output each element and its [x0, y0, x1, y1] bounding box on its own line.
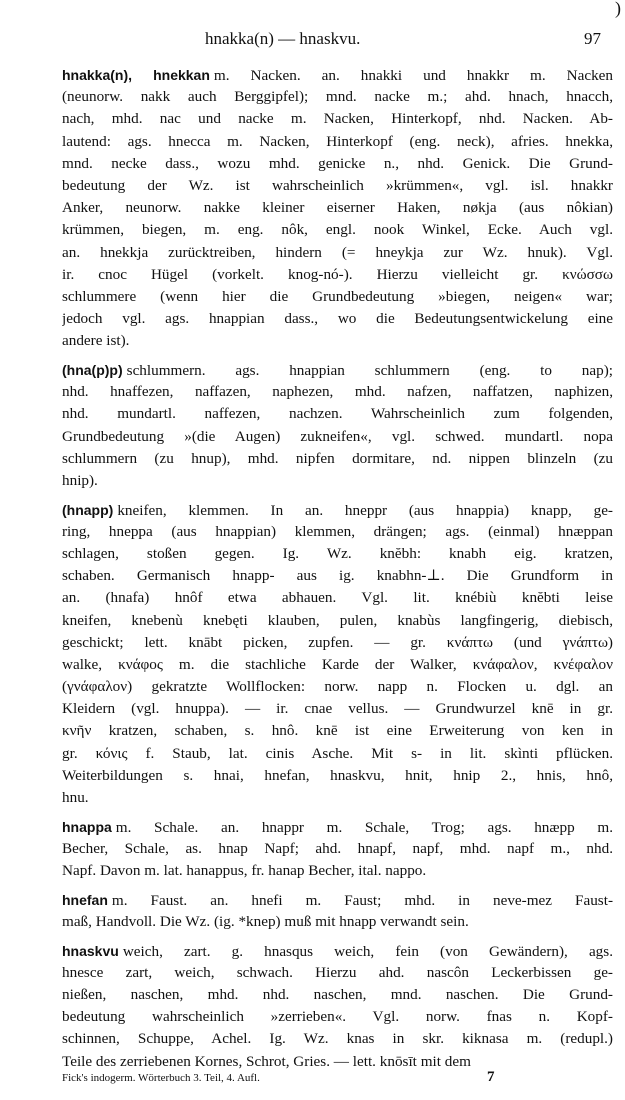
dictionary-entry: [62, 499, 613, 810]
entry-text: nießen, naschen, mhd. nhd. naschen, mnd. naschen. Die Grund-: [62, 986, 613, 1003]
entry-text: weich, zart. g. hnasqus weich, fein (von Gewändern), ags.: [122, 942, 613, 960]
entry-line: [62, 889, 613, 911]
entry-text: Teile des zerriebenen Kornes, Schrot, Gries. — lett. knōsīt mit dem: [62, 1052, 471, 1070]
page-corner-mark: ): [615, 0, 621, 18]
entry-text: nach, mhd. nac und nacke m. Nacken, Hinterkopf, nhd. Nacken. Ab-: [62, 110, 613, 128]
footer-source: Fick's indogerm. Wörterbuch 3. Teil, 4. Aufl.: [62, 1072, 260, 1084]
entry-line: [62, 197, 613, 219]
dictionary-entry: [62, 64, 613, 352]
entry-line: [62, 359, 613, 381]
entry-text: schlummern. ags. hnappian schlummern (eng. to nap);: [126, 361, 613, 379]
entry-line: [62, 698, 613, 720]
entry-line: [62, 587, 613, 609]
entry-line: [62, 219, 613, 241]
entry-text: kneifen, klemmen. In an. hneppr (aus hnappia) knapp, ge-: [117, 501, 613, 519]
entry-text: ir. cnoc Hügel (vorkelt. knog-nó-). Hierzu vielleicht gr. κνώσσω: [62, 265, 613, 283]
entry-text: m. Schale. an. hnappr m. Schale, Trog; ags. hnæpp m.: [115, 818, 613, 836]
entry-text: lautend: ags. hnecca m. Nacken, Hinterkopf (eng. neck), afries. hnekka,: [62, 132, 613, 150]
entry-line: [62, 264, 613, 286]
entry-line: [62, 911, 613, 933]
page-number: 97: [584, 29, 601, 48]
entry-text: maß, Handvoll. Die Wz. (ig. *knep) muß mit hnapp verwandt sein.: [62, 912, 469, 930]
entry-line: [62, 743, 613, 765]
entry-text: nhd. mundartl. naffezen, nachzen. Wahrscheinlich zum folgenden,: [62, 405, 613, 423]
signature-mark: 7: [487, 1069, 495, 1085]
entry-line: [62, 787, 613, 809]
entry-line: [62, 1051, 613, 1073]
page-footer: [62, 1069, 613, 1085]
entry-headword: (hnapp): [62, 501, 114, 518]
entry-line: [62, 153, 613, 175]
dictionary-entry: [62, 940, 613, 1073]
entry-line: [62, 543, 613, 565]
entry-line: [62, 381, 613, 403]
entry-line: [62, 330, 613, 352]
entry-text: Grundbedeutung »(die Augen) zukneifen«, vgl. schwed. mundartl. nopa: [62, 427, 613, 445]
entry-line: [62, 175, 613, 197]
entry-line: [62, 860, 613, 882]
entry-headword: hnappa: [62, 818, 112, 835]
entry-headword: hnaskvu: [62, 942, 119, 959]
entry-line: [62, 565, 613, 587]
entry-line: [62, 1006, 613, 1028]
dictionary-entry: [62, 816, 613, 883]
entry-text: an. hnekkja zurücktreiben, hindern (= hneykja zur Wz. hnuk). Vgl.: [62, 243, 613, 261]
entry-text: schaben. Germanisch hnapp- aus ig. knabhn-⊥. Die Grundform in: [62, 567, 613, 585]
entry-line: [62, 64, 613, 86]
entry-line: [62, 86, 613, 108]
entry-line: [62, 610, 613, 632]
entry-headword: hnakka(n), hnekkan: [62, 67, 210, 83]
entry-text: walke, κνάφος m. die stachliche Karde der Walker, κνάφαλον, κνέφαλον: [62, 655, 613, 673]
entry-line: [62, 499, 613, 521]
running-title: hnakka(n) — hnaskvu.: [205, 29, 361, 48]
entry-line: [62, 838, 613, 860]
entry-line: [62, 521, 613, 543]
entry-line: [62, 286, 613, 308]
entry-line: [62, 448, 613, 470]
entry-line: [62, 632, 613, 654]
entry-text: m. Faust. an. hnefi m. Faust; mhd. in neve-mez Faust-: [111, 891, 613, 909]
entry-text: kneifen, knebenù knebęti klauben, pulen, knabùs langfingerig, diebisch,: [62, 611, 613, 629]
entry-line: [62, 403, 613, 425]
entry-text: schlummere (wenn hier die Grundbedeutung »biegen, neigen« war;: [62, 287, 613, 305]
entry-line: [62, 470, 613, 492]
entry-headword: (hna(p)p): [62, 361, 123, 378]
entry-line: [62, 108, 613, 130]
entry-text: Anker, neunorw. nakke kleiner eiserner Haken, nøkja (aus nôkian): [62, 199, 613, 217]
entry-text: jedoch vgl. ags. hnappian dass., wo die Bedeutungsentwickelung eine: [62, 310, 613, 328]
entry-line: [62, 131, 613, 153]
entry-text: ring, hneppa (aus hnappian) klemmen, drängen; ags. (einmal) hnæppan: [62, 522, 613, 540]
entry-text: hnip).: [62, 471, 98, 489]
entry-text: hnesce zart, weich, schwach. Hierzu ahd. nascôn Leckerbissen ge-: [62, 963, 613, 981]
entry-line: [62, 940, 613, 962]
entry-text: nhd. hnaffezen, naffazen, naphezen, mhd. nafzen, naffatzen, naphizen,: [62, 383, 613, 401]
entry-text: bedeutung der Wz. ist wahrscheinlich »krümmen«, vgl. isl. hnakkr: [62, 176, 613, 194]
entry-text: krümmen, biegen, m. eng. nôk, engl. nook Winkel, Ecke. Auch vgl.: [62, 221, 613, 239]
entry-text: hnu.: [62, 789, 89, 806]
entry-line: [62, 1028, 613, 1050]
entry-headword: hnefan: [62, 891, 108, 908]
entry-text: schlagen, stoßen gegen. Ig. Wz. knĕbh: knabh eig. kratzen,: [62, 544, 613, 562]
entry-line: [62, 765, 613, 787]
entry-line: [62, 720, 613, 742]
entry-line: [62, 426, 613, 448]
entry-text: Weiterbildungen s. hnai, hnefan, hnaskvu, hnit, hnip 2., hnis, hnô,: [62, 766, 613, 784]
entry-text: Kleidern (vgl. hnuppa). — ir. cnae vellus. — Grundwurzel knē in gr.: [62, 700, 613, 718]
entry-line: [62, 676, 613, 698]
entry-line: [62, 654, 613, 676]
entry-text: schlummern (zu hnup), mhd. nipfen dormitare, nd. nippen blinzeln (zu: [62, 449, 613, 467]
entry-line: [62, 984, 613, 1006]
entry-text: schinnen, Schuppe, Achel. Ig. Wz. knas in skr. kiknasa m. (redupl.): [62, 1030, 613, 1048]
entry-line: [62, 308, 613, 330]
entry-text: Napf. Davon m. lat. hanappus, fr. hanap Becher, ital. nappo.: [62, 862, 427, 880]
entry-line: [62, 962, 613, 984]
entry-line: [62, 242, 613, 264]
entry-text: bedeutung wahrscheinlich »zerrieben«. Vgl. norw. fnas n. Kopf-: [62, 1008, 613, 1026]
dictionary-entry: [62, 889, 613, 933]
entry-text: geschickt; lett. knābt picken, zupfen. — gr. κνάπτω (und γνάπτω): [62, 633, 613, 651]
entry-line: [62, 816, 613, 838]
entry-text: gr. κόνις f. Staub, lat. cinis Asche. Mit s- in lit. skìnti pflücken.: [62, 744, 613, 762]
entry-text: (neunorw. nakk auch Berggipfel); mnd. nacke m.; ahd. hnach, hnacch,: [62, 88, 613, 106]
entry-text: mnd. necke dass., wozu mhd. genicke n., nhd. Genick. Die Grund-: [62, 154, 613, 172]
entry-text: andere ist).: [62, 332, 130, 350]
entry-text: κνῆν kratzen, schaben, s. hnô. knē ist eine Erweiterung von ken in: [62, 722, 613, 740]
entry-text: an. (hnafa) hnôf etwa abhauen. Vgl. lit. knébiù knĕbti leise: [62, 589, 613, 607]
entry-text: m. Nacken. an. hnakki und hnakkr m. Nacken: [213, 67, 613, 84]
entry-text: (γνάφαλον) gekratzte Wollflocken: norw. napp n. Flocken u. dgl. an: [62, 678, 613, 696]
entry-text: Becher, Schale, as. hnap Napf; ahd. hnapf, napf, mhd. napf m., nhd.: [62, 839, 613, 857]
dictionary-body: [62, 64, 613, 1079]
dictionary-entry: [62, 359, 613, 492]
